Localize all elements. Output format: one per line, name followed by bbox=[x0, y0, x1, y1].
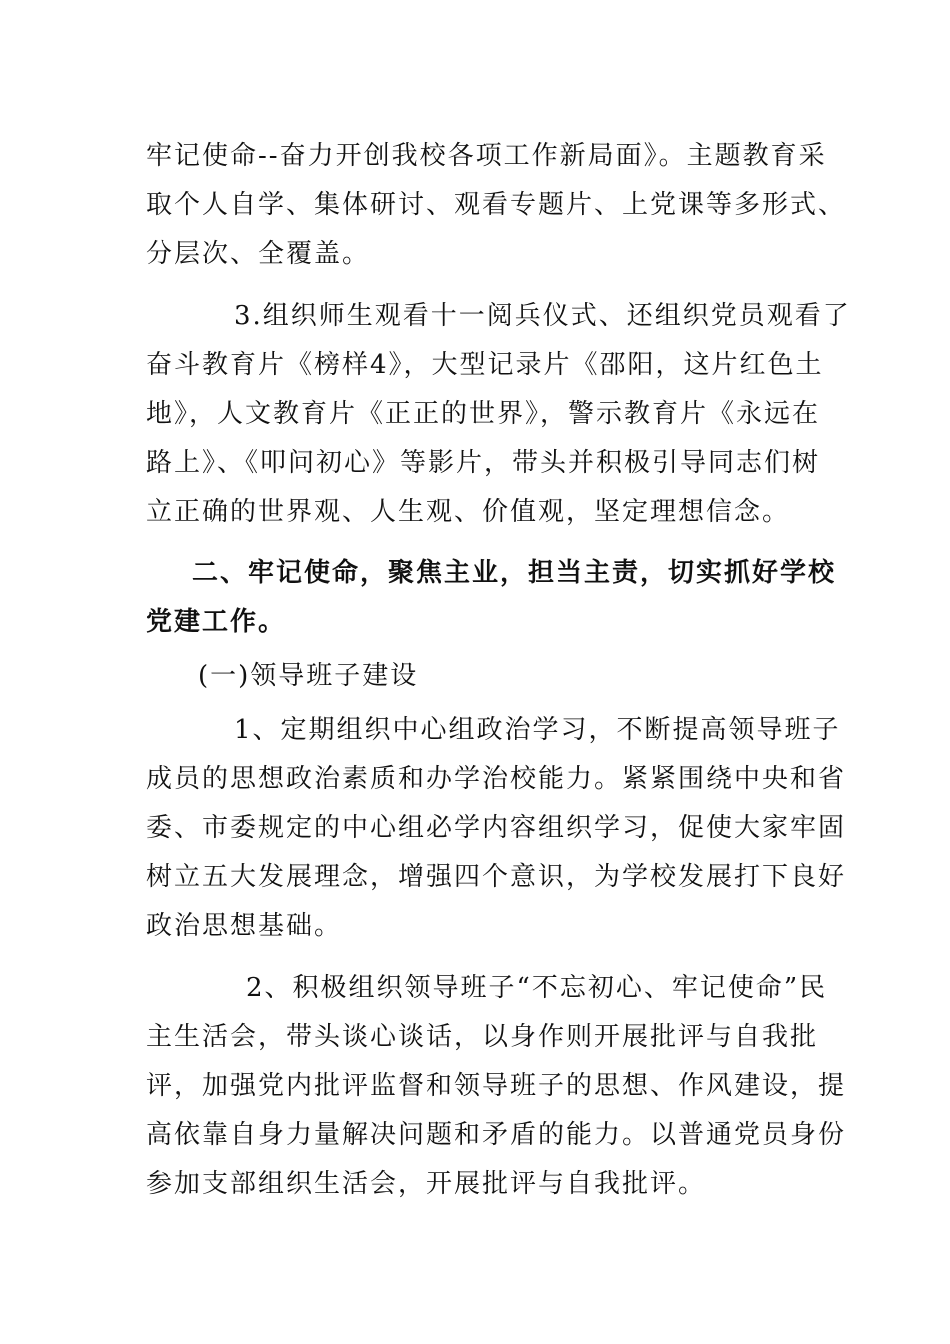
text-line: 主生活会，带头谈心谈话，以身作则开展批评与自我批 bbox=[146, 1022, 819, 1052]
text-line: 参加支部组织生活会，开展批评与自我批评。 bbox=[146, 1169, 707, 1199]
paragraph-intro-continuation bbox=[146, 132, 847, 279]
text-line: 政治思想基础。 bbox=[146, 911, 343, 941]
text-line: 高依靠自身力量解决问题和矛盾的能力。以普通党员身份 bbox=[146, 1120, 847, 1150]
subsection-title bbox=[146, 652, 806, 701]
text-line: 立正确的世界观、人生观、价值观，坚定理想信念。 bbox=[146, 497, 791, 527]
text-line: 2、积极组织领导班子“不忘初心、牢记使命”民 bbox=[246, 973, 828, 1003]
text-line: 成员的思想政治素质和办学治校能力。紧紧围绕中央和省 bbox=[146, 764, 847, 794]
section-heading bbox=[146, 549, 837, 647]
text-line: 奋斗教育片《榜样4》，大型记录片《邵阳，这片红色土 bbox=[146, 350, 824, 380]
text-line: 树立五大发展理念，增强四个意识，为学校发展打下良好 bbox=[146, 862, 847, 892]
text-line: 取个人自学、集体研讨、观看专题片、上党课等多形式、 bbox=[146, 190, 847, 220]
paragraph-item-3 bbox=[146, 292, 851, 537]
text-line: 路上》、《叩问初心》等影片，带头并积极引导同志们树 bbox=[146, 448, 821, 478]
text-line: 牢记使命--奋力开创我校各项工作新局面》。主题教育采 bbox=[146, 141, 827, 171]
text-line: (一)领导班子建设 bbox=[198, 661, 419, 691]
heading-line: 二、牢记使命，聚焦主业，担当主责，切实抓好学校 bbox=[192, 558, 837, 588]
text-line: 地》，人文教育片《正正的世界》，警示教育片《永远在 bbox=[146, 399, 821, 429]
text-line: 委、市委规定的中心组必学内容组织学习，促使大家牢固 bbox=[146, 813, 847, 843]
paragraph-sub-item-1 bbox=[146, 706, 847, 951]
text-line: 评，加强党内批评监督和领导班子的思想、作风建设，提 bbox=[146, 1071, 847, 1101]
heading-line: 党建工作。 bbox=[146, 607, 287, 637]
paragraph-sub-item-2 bbox=[146, 964, 847, 1209]
text-line: 1、定期组织中心组政治学习，不断提高领导班子 bbox=[234, 715, 841, 745]
text-line: 3.组织师生观看十一阅兵仪式、还组织党员观看了 bbox=[234, 301, 851, 331]
document-body bbox=[146, 132, 851, 1209]
text-line: 分层次、全覆盖。 bbox=[146, 239, 371, 269]
